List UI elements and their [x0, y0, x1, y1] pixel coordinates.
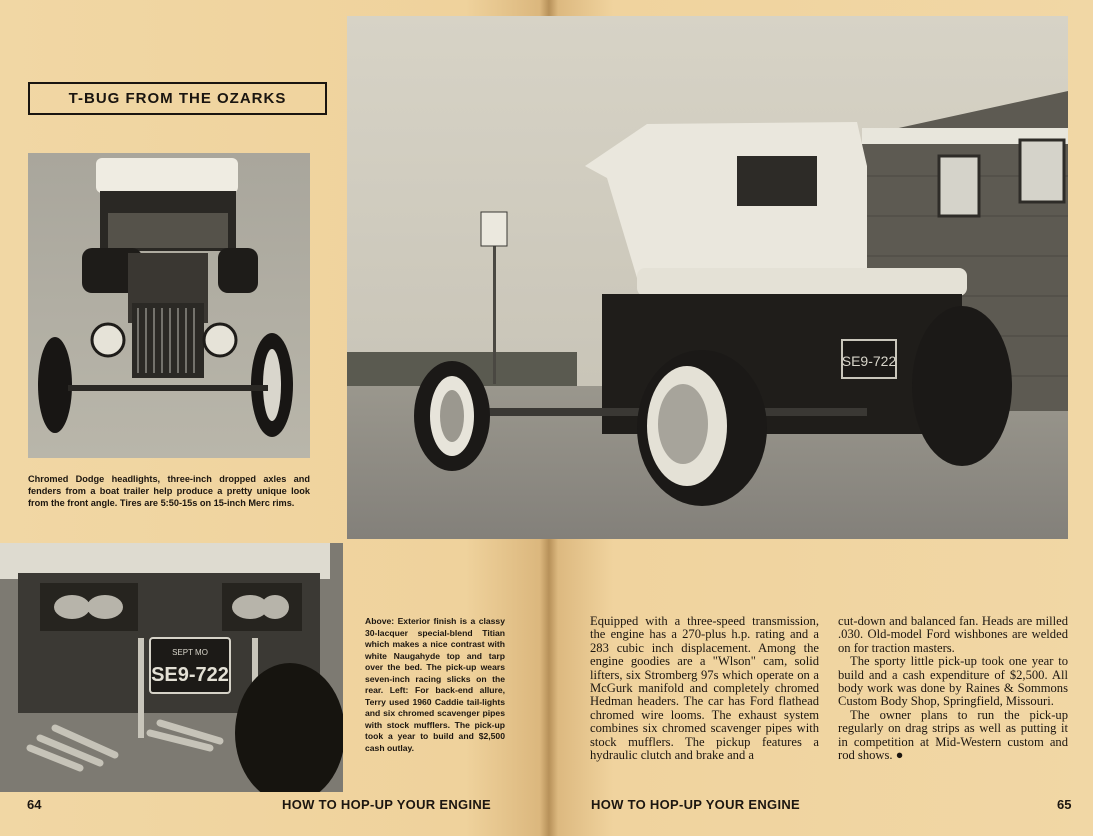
body-paragraph: Equipped with a three-speed transmission, the engine has a 270-plus h.p. rating and a 283 cubic inch displacement. Among the engine goodies are a "Wlson" cam, solid lifters, six Stromberg 97s which operate on a McGurk manifold and completely chromed Hedman headers. The car has Ford flathead chromed wire looms. The exhaust system combines six chromed scavenger pipes with stock mufflers. The pickup features a hydraulic clutch and brake and a	[590, 614, 819, 763]
page-number-right: 65	[1057, 797, 1072, 812]
article-body-column-1	[590, 615, 819, 762]
side-view-photo	[347, 16, 1068, 539]
front-photo-caption: Chromed Dodge headlights, three-inch dropped axles and fenders from a boat trailer help produce a pretty unique look from the front angle. Tires are 5:50-15s on 15-inch Merc rims.	[28, 474, 310, 508]
running-footer-left: HOW TO HOP-UP YOUR ENGINE	[282, 797, 492, 812]
rear-photo-caption: Above: Exterior finish is a classy 30-lacquer special-blend Titian which makes a nice contrast with white Naugahyde top and tarp over the bed. The pick-up wears seven-inch racing slicks on the rear. Left: For back-end allure, Terry used 1960 Caddie tail-lights and six chromed scavenger pipes with stock mufflers. The pick-up took a year to build and $2,500 cash outlay.	[365, 616, 505, 753]
article-title: T-BUG FROM THE OZARKS	[68, 90, 287, 107]
page-number-left: 64	[27, 797, 42, 812]
rear-view-photo	[0, 543, 343, 792]
article-title-box	[28, 82, 327, 115]
rear-plate-number: SE9-722	[151, 664, 229, 686]
running-footer-right: HOW TO HOP-UP YOUR ENGINE	[591, 797, 801, 812]
front-view-photo	[28, 153, 310, 458]
body-paragraph: The owner plans to run the pick-up regularly on drag strips as well as putting it in competition at Mid-Western custom and rod shows. ●	[838, 707, 1068, 763]
body-paragraph: The sporty little pick-up took one year to build and a cash expenditure of $2,500. All body work was done by Raines & Sommons Custom Body Shop, Springfield, Missouri.	[838, 654, 1068, 709]
side-photo-plate: SE9-722	[841, 353, 897, 369]
body-paragraph: cut-down and balanced fan. Heads are milled .030. Old-model Ford wishbones are welded on for traction masters.	[838, 614, 1068, 655]
rear-plate-top: SEPT MO	[172, 648, 208, 657]
article-body-column-2	[838, 615, 1068, 762]
